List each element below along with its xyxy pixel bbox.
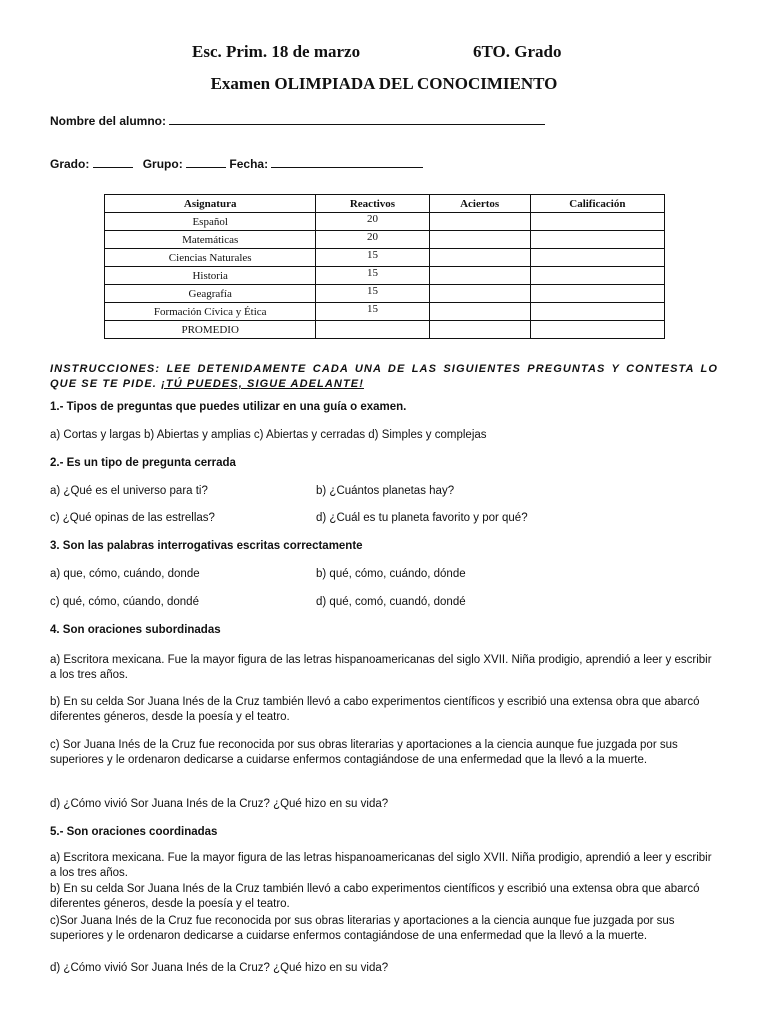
instructions-emphasis: ¡TÚ PUEDES, SIGUE ADELANTE! — [161, 378, 364, 390]
score-cell[interactable] — [530, 231, 664, 249]
question-1: 1.- Tipos de preguntas que puedes utilizar en una guía o examen. — [50, 401, 407, 413]
correct-cell[interactable] — [429, 267, 530, 285]
table-header: Calificación — [530, 195, 664, 213]
average-score-cell[interactable] — [530, 321, 664, 339]
table-row — [105, 267, 665, 285]
table-row — [105, 249, 665, 267]
question-3-option-b[interactable]: b) qué, cómo, cuándo, dónde — [316, 568, 466, 580]
grade-line[interactable] — [93, 156, 133, 168]
table-header-row — [105, 195, 665, 213]
question-5: 5.- Son oraciones coordinadas — [50, 826, 218, 838]
items-cell: 15 — [316, 267, 429, 285]
score-cell[interactable] — [530, 285, 664, 303]
subject-cell: Geagrafía — [105, 285, 316, 303]
question-1-options[interactable]: a) Cortas y largas b) Abiertas y amplias c) Abiertas y cerradas d) Simples y complejas — [50, 429, 487, 441]
instructions — [50, 362, 718, 392]
score-cell[interactable] — [530, 249, 664, 267]
subject-cell: Español — [105, 213, 316, 231]
grade-title: 6TO. Grado — [473, 42, 562, 61]
group-line[interactable] — [186, 156, 226, 168]
items-cell: 20 — [316, 213, 429, 231]
question-5-option-a[interactable]: a) Escritora mexicana. Fue la mayor figura de las letras hispanoamericanas del siglo XVII. Niña prodigio, aprendió a leer y escribir a los tres años. — [50, 852, 712, 879]
table-row — [105, 303, 665, 321]
average-correct-cell[interactable] — [429, 321, 530, 339]
grades-table — [104, 194, 665, 339]
question-4-option-a[interactable]: a) Escritora mexicana. Fue la mayor figura de las letras hispanoamericanas del siglo XVII. Niña prodigio, aprendió a leer y escribir a los tres años. — [50, 654, 712, 681]
grade-group-date-row — [50, 156, 423, 171]
question-3: 3. Son las palabras interrogativas escritas correctamente — [50, 540, 363, 552]
group-label: Grupo: — [142, 157, 183, 171]
table-header: Asignatura — [105, 195, 316, 213]
table-row — [105, 285, 665, 303]
subject-cell: Formación Cívica y Ética — [105, 303, 316, 321]
average-row — [105, 321, 665, 339]
correct-cell[interactable] — [429, 303, 530, 321]
correct-cell[interactable] — [429, 249, 530, 267]
question-5-option-b[interactable]: b) En su celda Sor Juana Inés de la Cruz también llevó a cabo experimentos científicos y escribió una extensa obra que abarcó diferentes géneros, desde la poesía y el teatro. — [50, 883, 700, 910]
exam-title: Examen OLIMPIADA DEL CONOCIMIENTO — [210, 74, 558, 93]
subject-cell: Ciencias Naturales — [105, 249, 316, 267]
score-cell[interactable] — [530, 213, 664, 231]
school-name: Esc. Prim. 18 de marzo — [192, 42, 361, 61]
subject-cell: Historia — [105, 267, 316, 285]
table-header: Reactivos — [316, 195, 429, 213]
question-2-option-d[interactable]: d) ¿Cuál es tu planeta favorito y por qué? — [316, 512, 528, 524]
items-cell: 20 — [316, 231, 429, 249]
score-cell[interactable] — [530, 303, 664, 321]
student-name-field[interactable] — [50, 113, 545, 128]
subject-cell: Matemáticas — [105, 231, 316, 249]
score-cell[interactable] — [530, 267, 664, 285]
question-3-option-a[interactable]: a) que, cómo, cuándo, donde — [50, 568, 200, 580]
grade-label: Grado: — [50, 157, 90, 171]
question-2-option-c[interactable]: c) ¿Qué opinas de las estrellas? — [50, 512, 215, 524]
student-name-label: Nombre del alumno: — [50, 114, 167, 128]
date-label: Fecha: — [229, 157, 269, 171]
question-4-option-d[interactable]: d) ¿Cómo vivió Sor Juana Inés de la Cruz? ¿Qué hizo en su vida? — [50, 798, 389, 810]
correct-cell[interactable] — [429, 285, 530, 303]
question-4-option-c[interactable]: c) Sor Juana Inés de la Cruz fue reconocida por sus obras literarias y aportaciones a la ciencia aunque fue juzgada por sus superiores y le ordenaron dedicarse a cuidarse enfermos contagiándose de una enfermedad que la llevó a la muerte. — [50, 739, 678, 766]
items-cell: 15 — [316, 249, 429, 267]
question-3-option-c[interactable]: c) qué, cómo, cúando, dondé — [50, 596, 199, 608]
question-5-option-c[interactable]: c)Sor Juana Inés de la Cruz fue reconocida por sus obras literarias y aportaciones a la ciencia aunque fue juzgada por sus superiores y le ordenaron dedicarse a cuidarse enfermos contagiándose de una enfermedad que la llevó a la muerte. — [50, 915, 675, 942]
table-header: Aciertos — [429, 195, 530, 213]
correct-cell[interactable] — [429, 231, 530, 249]
items-cell: 15 — [316, 303, 429, 321]
instructions-text: INSTRUCCIONES: LEE DETENIDAMENTE CADA UNA DE LAS SIGUIENTES PREGUNTAS Y CONTESTA LO QUE SE TE PIDE. — [50, 363, 718, 390]
question-4-option-b[interactable]: b) En su celda Sor Juana Inés de la Cruz también llevó a cabo experimentos científicos y escribió una extensa obra que abarcó diferentes géneros, desde la poesía y el teatro. — [50, 696, 700, 723]
question-2-option-b[interactable]: b) ¿Cuántos planetas hay? — [316, 485, 455, 497]
student-name-line[interactable] — [169, 113, 545, 125]
question-3-option-d[interactable]: d) qué, comó, cuandó, dondé — [316, 596, 466, 608]
average-label: PROMEDIO — [105, 321, 316, 339]
correct-cell[interactable] — [429, 213, 530, 231]
question-5-option-d[interactable]: d) ¿Cómo vivió Sor Juana Inés de la Cruz? ¿Qué hizo en su vida? — [50, 962, 389, 974]
average-items-cell[interactable] — [316, 321, 429, 339]
items-cell: 15 — [316, 285, 429, 303]
table-row — [105, 213, 665, 231]
question-2-option-a[interactable]: a) ¿Qué es el universo para ti? — [50, 485, 208, 497]
date-line[interactable] — [271, 156, 423, 168]
question-2: 2.- Es un tipo de pregunta cerrada — [50, 457, 236, 469]
question-4: 4. Son oraciones subordinadas — [50, 624, 221, 636]
table-row — [105, 231, 665, 249]
